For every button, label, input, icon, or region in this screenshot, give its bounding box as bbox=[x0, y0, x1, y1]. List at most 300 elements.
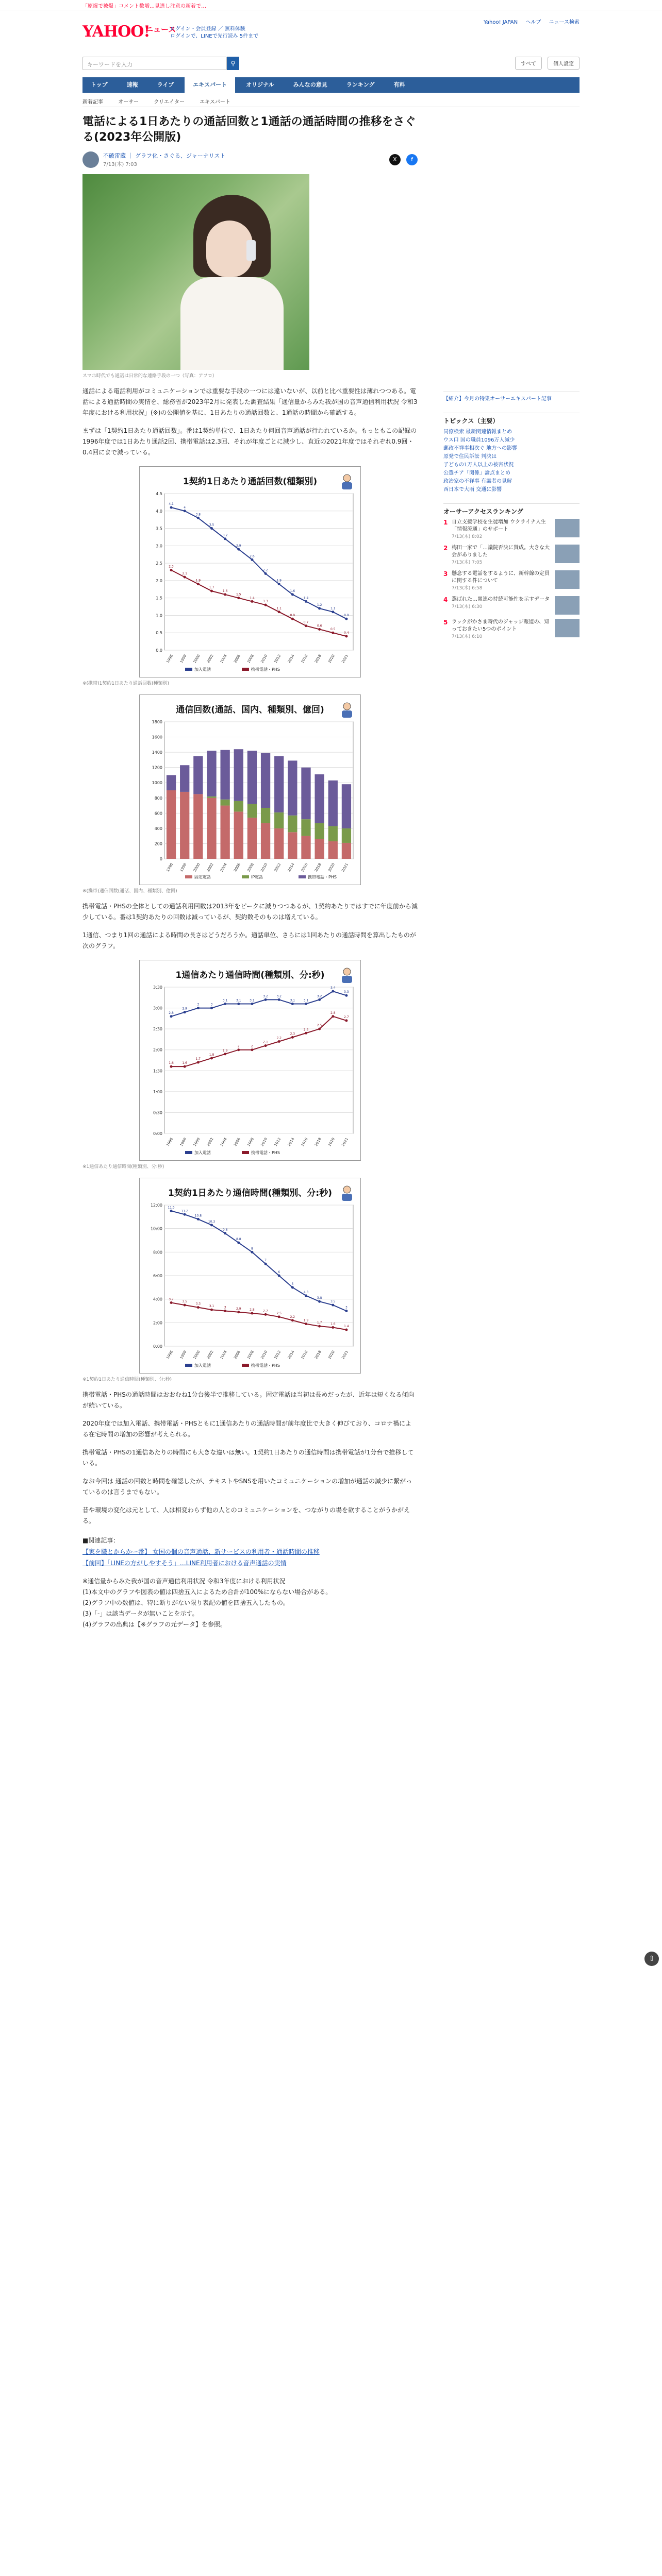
x-tick-label: 2018 bbox=[313, 654, 322, 664]
data-label: 7 bbox=[264, 1259, 267, 1263]
legend-swatch bbox=[242, 1364, 249, 1367]
bar bbox=[288, 760, 297, 815]
bar bbox=[220, 750, 229, 800]
data-point bbox=[184, 1065, 186, 1068]
data-point bbox=[278, 611, 280, 613]
y-tick-label: 2.0 bbox=[156, 578, 162, 583]
y-tick-label: 1600 bbox=[152, 735, 162, 740]
data-point bbox=[264, 998, 267, 1001]
nav-item-original[interactable]: オリジナル bbox=[246, 81, 274, 88]
data-point bbox=[318, 1325, 321, 1328]
data-point bbox=[291, 1319, 294, 1321]
nav-item-expert[interactable]: エキスパート bbox=[185, 77, 235, 93]
data-label: 3.8 bbox=[195, 513, 201, 517]
data-point bbox=[318, 607, 321, 609]
bar bbox=[301, 819, 310, 836]
legend-swatch bbox=[185, 875, 192, 878]
data-point bbox=[305, 1294, 307, 1297]
data-label: 2.3 bbox=[290, 1032, 295, 1036]
data-label: 3.1 bbox=[236, 998, 241, 1003]
search-input[interactable]: キーワードを入力 bbox=[82, 57, 227, 70]
x-tick-label: 2018 bbox=[313, 1137, 322, 1147]
account-link-search[interactable]: ニュース検索 bbox=[549, 20, 580, 25]
x-share-icon[interactable]: X bbox=[389, 154, 401, 165]
data-point bbox=[210, 1007, 213, 1009]
data-label: 3 bbox=[345, 1306, 347, 1310]
avatar[interactable] bbox=[82, 151, 99, 168]
bar bbox=[274, 812, 284, 828]
author-row bbox=[82, 151, 418, 170]
data-point bbox=[197, 1061, 200, 1064]
data-label: 1.1 bbox=[276, 606, 282, 611]
ranking-item[interactable]: 2 梅田一家で「…議院否決に賛成。大きな大会がありました 7/13(木) 7:05 bbox=[443, 545, 580, 566]
x-tick-label: 2006 bbox=[233, 862, 241, 873]
y-tick-label: 1200 bbox=[152, 765, 162, 770]
subnav-item-author[interactable]: オーサー bbox=[118, 99, 139, 105]
data-label: 2.3 bbox=[169, 565, 174, 569]
chart-3-plot bbox=[140, 960, 360, 1160]
x-tick-label: 2016 bbox=[300, 862, 309, 873]
subnav-item-creator[interactable]: クリエイター bbox=[154, 99, 185, 105]
y-tick-label: 1:30 bbox=[153, 1069, 162, 1074]
bar bbox=[193, 794, 203, 859]
data-label: 0.5 bbox=[330, 628, 336, 632]
data-point bbox=[210, 1057, 213, 1059]
data-point bbox=[332, 1015, 334, 1018]
data-point bbox=[345, 1310, 347, 1312]
y-tick-label: 3:30 bbox=[153, 985, 162, 990]
paragraph: 通話による電話利用がコミュニケーションでは重要な手段の一つには違いないが、以前と比べ重要性は薄れつつある。電話による通話時間の実情を、総務省が2023年2月に発表した調査結果「通信量からみた我が国の音声通信利用状況 令和3年度における利用状況」(※)の公開値を基に、1日あたりの通話回数と、1通話の時間から確認する。 bbox=[82, 387, 418, 416]
bar bbox=[274, 828, 284, 859]
data-label: 0.7 bbox=[303, 620, 309, 624]
data-label: 1.9 bbox=[195, 579, 201, 583]
chart-2-plot bbox=[140, 695, 360, 885]
data-point bbox=[264, 1263, 267, 1265]
data-label: 3.2 bbox=[263, 994, 268, 998]
paragraph: まずは「1契約1日あたり通話回数」。番は1契約単位で、1日あたり何回音声通話が行われているか。もっともこの記録の1996年度では1日あたり通話2回、携帯電話は2.3回、それが年度ごとに減少し、直近の2021年度ではそれぞれ0.9回・0.4回にまで減っている。 bbox=[82, 427, 417, 456]
data-label: 1.5 bbox=[236, 592, 241, 597]
data-label: 9.6 bbox=[222, 1228, 228, 1232]
y-tick-label: 1800 bbox=[152, 720, 162, 724]
bar bbox=[342, 843, 351, 859]
data-label: 1.4 bbox=[250, 596, 255, 600]
y-tick-label: 6:00 bbox=[153, 1274, 162, 1278]
x-tick-label: 2020 bbox=[327, 862, 336, 873]
data-label: 2.8 bbox=[250, 1308, 255, 1312]
data-label: 1.6 bbox=[330, 1322, 336, 1326]
header-right-buttons bbox=[512, 57, 580, 70]
x-tick-label: 2014 bbox=[287, 654, 295, 664]
ranking-box bbox=[443, 503, 580, 640]
x-tick-label: 2008 bbox=[246, 654, 255, 664]
topic-item[interactable]: 政治家の不祥事 有識者の見解 bbox=[443, 479, 512, 484]
legend-label: 携帯電話・PHS bbox=[308, 875, 337, 879]
data-point bbox=[305, 1032, 307, 1035]
x-tick-label: 2004 bbox=[219, 1350, 228, 1360]
data-point bbox=[332, 990, 334, 993]
data-label: 2.9 bbox=[236, 544, 241, 548]
data-label: 2.1 bbox=[263, 1040, 268, 1044]
data-point bbox=[184, 1213, 186, 1216]
data-point bbox=[197, 1007, 200, 1009]
bar bbox=[342, 784, 351, 828]
y-tick-label: 4:00 bbox=[153, 1297, 162, 1302]
facebook-share-icon[interactable]: f bbox=[406, 154, 418, 165]
article-photo bbox=[82, 174, 309, 370]
chart-1-plot bbox=[140, 467, 360, 677]
x-tick-label: 1998 bbox=[179, 654, 188, 664]
bar bbox=[261, 808, 270, 823]
data-label: 3.5 bbox=[182, 1300, 187, 1304]
chart-2 bbox=[139, 694, 361, 885]
topic-item[interactable]: 子どもの1万人以上の被害状況 bbox=[443, 462, 514, 468]
paragraph: 昔や環境の変化は元として、人は相変わらず他の人とのコミュニケーションを、つながりの場を欲することがうかがえる。 bbox=[82, 1506, 410, 1524]
nav-item-breaking[interactable]: 速報 bbox=[126, 81, 138, 88]
bar bbox=[274, 756, 284, 812]
data-label: 2 bbox=[237, 1044, 240, 1048]
bar bbox=[328, 781, 338, 826]
account-link-yahoo[interactable]: Yahoo! JAPAN bbox=[484, 20, 518, 25]
nav-item-paid[interactable]: 有料 bbox=[393, 81, 405, 88]
y-tick-label: 0:00 bbox=[153, 1344, 162, 1349]
data-label: 1.4 bbox=[344, 1325, 349, 1329]
data-point bbox=[278, 1315, 280, 1318]
x-tick-label: 2012 bbox=[273, 1350, 282, 1360]
data-label: 11.5 bbox=[168, 1206, 175, 1210]
topic-item[interactable]: 郵政不祥事相次ぐ 地方への影響 bbox=[443, 446, 518, 451]
paragraph: 携帯電話・PHSの全体としての通話利用回数は2013年をピークに減りつつあるが、1契約あたりではすでに年度前から減少している。番は1契約あたりの回数は減っているが、契約数そのものは増えている。 bbox=[82, 903, 418, 921]
x-tick-label: 2021 bbox=[341, 654, 350, 664]
ranking-thumbnail bbox=[555, 619, 580, 637]
y-tick-label: 200 bbox=[154, 841, 162, 846]
data-point bbox=[291, 1036, 294, 1039]
subnav-item-new[interactable]: 新着記事 bbox=[82, 99, 103, 105]
x-tick-label: 2002 bbox=[206, 1137, 214, 1147]
y-tick-label: 2.5 bbox=[156, 561, 162, 566]
data-point bbox=[170, 1015, 173, 1018]
y-tick-label: 3.0 bbox=[156, 544, 162, 549]
data-label: 2.5 bbox=[276, 1311, 282, 1315]
data-label: 2.1 bbox=[182, 572, 187, 576]
data-point bbox=[224, 1003, 226, 1005]
bar bbox=[301, 768, 310, 819]
nav-item-live[interactable]: ライブ bbox=[157, 81, 174, 88]
chart-caption: ※1通信あたり通信時間(種類別、分:秒) bbox=[82, 1164, 164, 1170]
data-label: 2.7 bbox=[263, 1309, 268, 1313]
x-tick-label: 2020 bbox=[327, 1350, 336, 1360]
ranking-item[interactable]: 1 自立支援学校を生徒増加 ウクライナ人生「情報流通」のサポート 7/13(木) 8:02 bbox=[443, 519, 580, 540]
y-tick-label: 800 bbox=[154, 795, 162, 801]
data-label: 3.2 bbox=[222, 533, 228, 537]
nav-item-ranking[interactable]: ランキング bbox=[346, 81, 375, 88]
data-point bbox=[237, 1003, 240, 1005]
data-label: 2.2 bbox=[263, 568, 268, 572]
x-tick-label: 2016 bbox=[300, 1350, 309, 1360]
back-to-top-button[interactable]: ⇧ bbox=[644, 1952, 659, 1966]
note: (3)「‐」は該当データが無いことを示す。 bbox=[82, 1610, 198, 1617]
data-point bbox=[237, 1311, 240, 1313]
data-point bbox=[264, 604, 267, 606]
data-point bbox=[251, 1312, 253, 1315]
x-tick-label: 2002 bbox=[206, 1350, 214, 1360]
data-label: 2.7 bbox=[344, 1015, 349, 1019]
x-tick-label: 2021 bbox=[341, 862, 350, 873]
data-point bbox=[332, 632, 334, 634]
data-point bbox=[170, 506, 173, 509]
bar bbox=[315, 823, 324, 839]
data-point bbox=[345, 994, 347, 997]
legend-swatch bbox=[299, 875, 306, 878]
x-tick-label: 2000 bbox=[192, 1350, 201, 1360]
legend-label: IP電話 bbox=[251, 875, 263, 879]
data-label: 3.3 bbox=[195, 1302, 201, 1306]
top-notice-bar bbox=[0, 0, 662, 10]
data-point bbox=[197, 517, 200, 519]
data-point bbox=[184, 1011, 186, 1013]
topic-item[interactable]: 西日本で大雨 交通に影響 bbox=[443, 487, 502, 493]
x-tick-label: 2010 bbox=[260, 1350, 269, 1360]
y-tick-label: 0.0 bbox=[156, 648, 162, 653]
bar bbox=[328, 841, 338, 859]
data-point bbox=[210, 527, 213, 530]
data-label: 3 bbox=[210, 1003, 213, 1007]
data-label: 3.8 bbox=[317, 1296, 322, 1300]
data-point bbox=[251, 1251, 253, 1253]
data-point bbox=[291, 1286, 294, 1289]
data-label: 2.9 bbox=[236, 1307, 241, 1311]
data-label: 0.9 bbox=[290, 614, 295, 618]
chart-title: 通信回数(通話、国内、種類別、億回) bbox=[176, 705, 324, 715]
bar bbox=[342, 828, 351, 843]
y-tick-label: 8:00 bbox=[153, 1250, 162, 1255]
data-label: 1.1 bbox=[330, 606, 336, 611]
legend-swatch bbox=[242, 668, 249, 671]
bar bbox=[234, 749, 243, 801]
related-link[interactable]: 【家を職とからかー番】 女国の個の音声通話、新サービスの利用者・通話時間の推移 bbox=[82, 1548, 320, 1555]
bar bbox=[315, 774, 324, 823]
x-tick-label: 1996 bbox=[166, 654, 174, 664]
subnav-item-expert[interactable]: エキスパート bbox=[200, 99, 230, 105]
data-label: 10.3 bbox=[208, 1219, 216, 1224]
bar bbox=[167, 790, 176, 859]
x-tick-label: 2000 bbox=[192, 862, 201, 873]
data-point bbox=[197, 583, 200, 585]
data-label: 2.4 bbox=[303, 1028, 309, 1032]
bar bbox=[247, 818, 257, 859]
notes bbox=[82, 1576, 418, 1630]
data-label: 0.9 bbox=[344, 614, 349, 618]
ranking-thumbnail bbox=[555, 570, 580, 589]
article-title: 電話による1日あたりの通話回数と1通話の通話時間の推移をさぐる(2023年公開版) bbox=[82, 115, 416, 144]
data-point bbox=[170, 569, 173, 571]
data-label: 2.8 bbox=[330, 1011, 336, 1015]
x-tick-label: 2002 bbox=[206, 862, 214, 873]
plot-area bbox=[164, 987, 353, 1133]
legend-label: 携帯電話・PHS bbox=[251, 1150, 280, 1155]
data-point bbox=[305, 600, 307, 603]
note: ※通信量からみた我が国の音声通信利用状況 令和3年度における利用状況 bbox=[82, 1578, 286, 1585]
data-point bbox=[291, 593, 294, 596]
data-label: 1.7 bbox=[209, 586, 214, 590]
data-point bbox=[170, 1210, 173, 1212]
data-label: 2.2 bbox=[290, 1315, 295, 1319]
data-point bbox=[197, 1306, 200, 1309]
bar bbox=[247, 804, 257, 818]
data-label: 3.3 bbox=[344, 990, 349, 994]
x-tick-label: 2004 bbox=[219, 862, 228, 873]
bar bbox=[315, 839, 324, 859]
x-tick-label: 2006 bbox=[233, 1137, 241, 1147]
data-label: 3.2 bbox=[276, 994, 282, 998]
x-tick-label: 2014 bbox=[287, 862, 295, 873]
ranking-thumbnail bbox=[555, 596, 580, 615]
paragraph: 携帯電話・PHSの1通信あたりの時間にも大きな違いは無い。1契約1日あたりの通信時間は携帯電話が1分台で推移している。 bbox=[82, 1449, 414, 1467]
x-tick-label: 1998 bbox=[179, 862, 188, 873]
plot-area bbox=[164, 722, 353, 859]
data-point bbox=[345, 1329, 347, 1331]
x-tick-label: 1996 bbox=[166, 1350, 174, 1360]
data-label: 4.1 bbox=[169, 502, 174, 506]
bar bbox=[261, 823, 270, 859]
related-label: ■関連記事： bbox=[82, 1537, 120, 1544]
data-point bbox=[237, 1048, 240, 1051]
data-point bbox=[251, 600, 253, 603]
photo-caption: スマホ時代でも通話は日常的な連絡手段の一つ（写真：アフロ） bbox=[82, 374, 217, 379]
sidebar bbox=[443, 392, 580, 650]
topics-title: トピックス（主要） bbox=[443, 417, 499, 425]
y-tick-label: 600 bbox=[154, 811, 162, 816]
data-label: 1.6 bbox=[169, 1061, 174, 1065]
data-point bbox=[251, 558, 253, 561]
data-point bbox=[251, 1003, 253, 1005]
data-point bbox=[224, 1310, 226, 1312]
bar bbox=[207, 796, 216, 798]
paragraph: なお今回は 通話の回数と時間を確認したが、テキストやSNSを用いたコミュニケーションの増加が通話の減少に繋がっているのは言うまでもない。 bbox=[82, 1478, 412, 1496]
legend-swatch bbox=[242, 875, 249, 878]
y-tick-label: 2:00 bbox=[153, 1320, 162, 1326]
data-label: 0.4 bbox=[344, 631, 349, 635]
nav-item-opinion[interactable]: みんなの意見 bbox=[293, 81, 327, 88]
article-date: 7/13(木) 7:03 bbox=[103, 162, 137, 167]
data-point bbox=[318, 998, 321, 1001]
data-point bbox=[170, 1065, 173, 1068]
x-tick-label: 2016 bbox=[300, 1137, 309, 1147]
share-buttons bbox=[386, 154, 418, 165]
data-label: 1.8 bbox=[209, 1053, 214, 1057]
x-tick-label: 2008 bbox=[246, 1137, 255, 1147]
news-logo[interactable]: ニュース bbox=[145, 25, 176, 34]
top-notice[interactable]: 「原爆で被爆」コメント数増…見逃し注意の新着で… bbox=[82, 4, 206, 9]
x-tick-label: 2006 bbox=[233, 654, 241, 664]
x-tick-label: 2012 bbox=[273, 654, 282, 664]
data-point bbox=[278, 998, 280, 1001]
data-label: 3.1 bbox=[209, 1304, 214, 1309]
data-point bbox=[237, 597, 240, 599]
data-label: 8.8 bbox=[236, 1238, 241, 1242]
data-point bbox=[170, 1301, 173, 1304]
data-point bbox=[291, 1003, 294, 1005]
sidebar-banner[interactable]: 【紹介】今月の特集オーサーエキスパート記事 bbox=[443, 396, 552, 402]
data-point bbox=[332, 611, 334, 613]
topic-item[interactable]: 同僚検索 最新関連情報まとめ bbox=[443, 429, 512, 435]
ranking-item[interactable]: 4 選ばれた…関連の持続可能性を示すデータ 7/13(木) 6:30 bbox=[443, 596, 580, 615]
x-tick-label: 2000 bbox=[192, 1137, 201, 1147]
data-point bbox=[224, 593, 226, 596]
header-link-line[interactable]: ログインで、LINEで先行読み 5件まで bbox=[170, 33, 259, 39]
data-point bbox=[345, 635, 347, 637]
account-links bbox=[477, 18, 580, 25]
data-point bbox=[224, 537, 226, 540]
x-tick-label: 2020 bbox=[327, 654, 336, 664]
topic-item[interactable]: ウス口 国の職員1096万人減少 bbox=[443, 437, 515, 443]
chart-title: 1通信あたり通信時間(種類別、分:秒) bbox=[175, 970, 325, 980]
ranking-thumbnail bbox=[555, 545, 580, 563]
x-tick-label: 2002 bbox=[206, 654, 214, 664]
settings-button[interactable]: 個人設定 bbox=[548, 57, 580, 70]
author-name[interactable]: 不破雷蔵 ｜ グラフ化・さぐる、ジャーナリスト bbox=[103, 152, 226, 159]
data-label: 1.6 bbox=[222, 589, 228, 593]
data-point bbox=[224, 1232, 226, 1234]
y-tick-label: 10:00 bbox=[150, 1226, 162, 1231]
bar bbox=[180, 765, 189, 792]
data-label: 0.6 bbox=[317, 624, 322, 628]
ranking-item[interactable]: 5 ラックがかさま時代のジャッジ報道の、知っておきたい5つのポイント 7/13(木) 6:10 bbox=[443, 619, 580, 640]
y-tick-label: 1:00 bbox=[153, 1089, 162, 1094]
chart-3 bbox=[139, 960, 361, 1161]
data-label: 2.2 bbox=[276, 1036, 282, 1040]
bar bbox=[207, 751, 216, 796]
bar bbox=[328, 826, 338, 841]
chart-1 bbox=[139, 466, 361, 677]
x-tick-label: 1998 bbox=[179, 1350, 188, 1360]
note: (1)本文中のグラフや図表の値は四捨五入によるため合計が100%にならない場合がある。 bbox=[82, 1588, 332, 1596]
x-tick-label: 2010 bbox=[260, 1137, 269, 1147]
data-point bbox=[237, 548, 240, 551]
ranking-title: オーサーアクセスランキング bbox=[443, 508, 523, 515]
all-button[interactable]: すべて bbox=[515, 57, 542, 70]
data-point bbox=[305, 1003, 307, 1005]
account-link-help[interactable]: ヘルプ bbox=[525, 20, 541, 25]
y-tick-label: 400 bbox=[154, 826, 162, 831]
data-point bbox=[237, 1242, 240, 1244]
data-label: 3 bbox=[197, 1003, 200, 1007]
data-label: 1.7 bbox=[195, 1057, 201, 1061]
chart-title: 1契約1日あたり通信時間(種類別、分:秒) bbox=[168, 1188, 332, 1198]
related-link[interactable]: 【前回】「LINEの方がしやすそう」…LINE利用者における音声通話の実情 bbox=[82, 1560, 287, 1567]
data-label: 1.3 bbox=[263, 600, 268, 604]
topic-item[interactable]: 公選チア「関係」論点まとめ bbox=[443, 470, 510, 476]
data-point bbox=[210, 1224, 213, 1226]
ranking-item[interactable]: 3 懸念する電話をするように、新幹線の定員に関する件について 7/13(木) 6:58 bbox=[443, 570, 580, 592]
data-label: 5 bbox=[291, 1282, 294, 1286]
x-tick-label: 2021 bbox=[341, 1350, 350, 1360]
paragraph: 2020年度では加入電話、携帯電話・PHSともに1通信あたりの通話時間が前年度比で大きく伸びており、コロナ禍による在宅時間の増加の影響が考えられる。 bbox=[82, 1420, 412, 1438]
y-tick-label: 0.5 bbox=[156, 631, 162, 636]
legend-swatch bbox=[242, 1151, 249, 1154]
data-label: 3.1 bbox=[222, 998, 228, 1003]
legend-label: 加入電話 bbox=[194, 1363, 211, 1368]
search-icon[interactable]: ⚲ bbox=[227, 57, 239, 70]
x-tick-label: 2016 bbox=[300, 654, 309, 664]
y-tick-label: 1000 bbox=[152, 781, 162, 786]
topic-item[interactable]: 原発で住民訴訟 判決は bbox=[443, 454, 497, 460]
data-label: 3.1 bbox=[250, 998, 255, 1003]
y-tick-label: 0:30 bbox=[153, 1110, 162, 1115]
nav-item-top[interactable]: トップ bbox=[91, 81, 108, 88]
yahoo-logo[interactable]: YAHOO! bbox=[82, 23, 150, 41]
data-label: 1.9 bbox=[303, 1318, 309, 1323]
header-link-login[interactable]: ログイン・会員登録 ／ 無料体験 bbox=[170, 26, 245, 32]
